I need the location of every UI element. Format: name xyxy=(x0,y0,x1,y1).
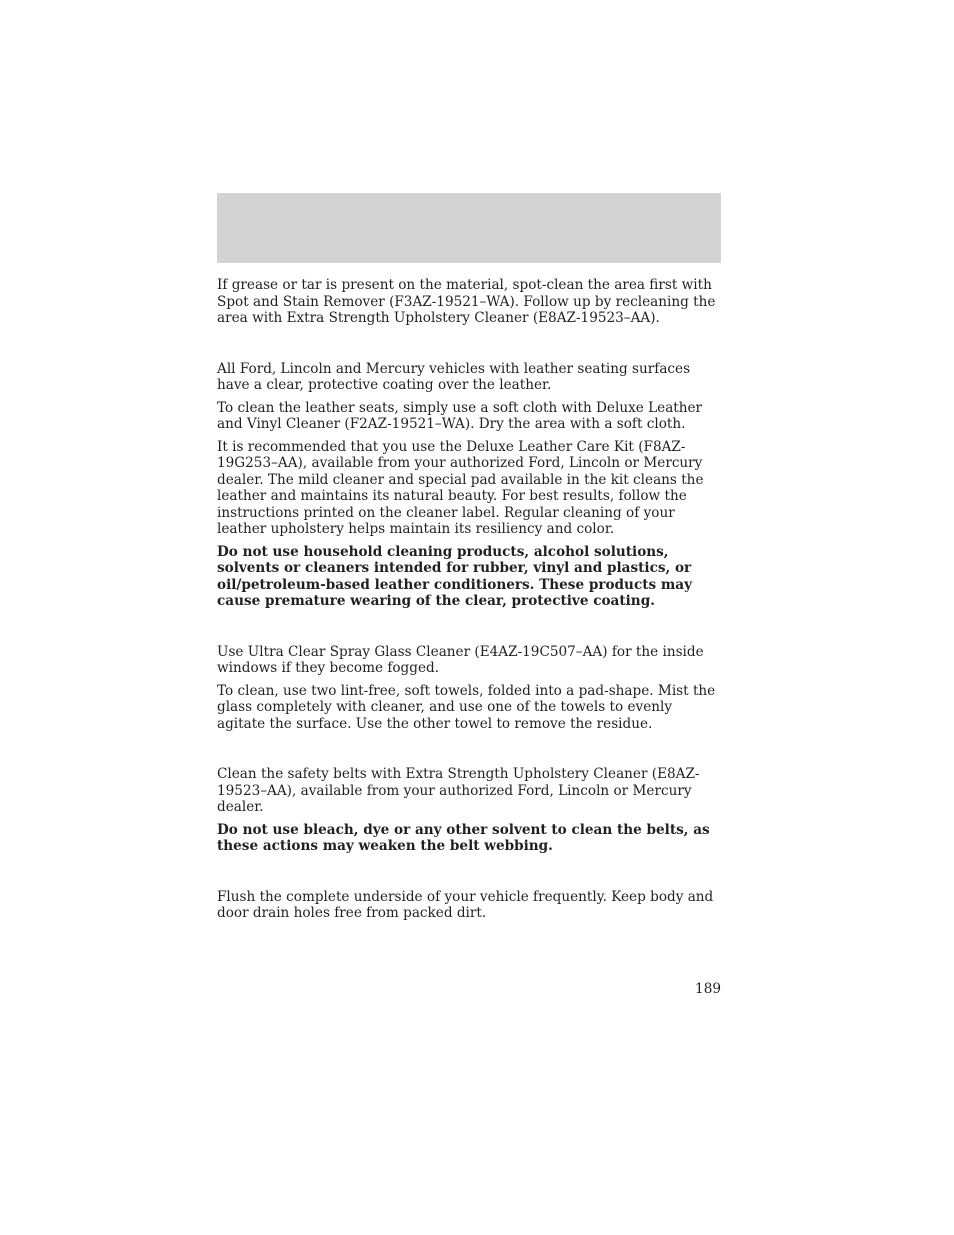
page-number: 189 xyxy=(695,981,721,997)
underbody-paragraph: Flush the complete underside of your vehicle frequently. Keep body and door drain holes free from packed dirt. xyxy=(217,888,714,921)
header-band xyxy=(217,193,721,263)
leather-warning-paragraph: Do not use household cleaning products, alcohol solutions, solvents or cleaners intended for rubber, vinyl and plastics, or oil/petroleum-based leather conditioners. These products may cause premature wearing of the clear, protective coating. xyxy=(217,543,692,609)
glass-towel-paragraph: To clean, use two lint-free, soft towels, folded into a pad-shape. Mist the glass completely with cleaner, and use one of the towels to evenly agitate the surface. Use the other towel to remove the residue. xyxy=(217,682,716,732)
belt-warning-paragraph: Do not use bleach, dye or any other solvent to clean the belts, as these actions may weaken the belt webbing. xyxy=(217,821,710,854)
leather-kit-paragraph: It is recommended that you use the Deluxe Leather Care Kit (F8AZ-19G253–AA), available from your authorized Ford, Lincoln or Mercury dealer. The mild cleaner and special pad available in the kit cleans the leather and maintains its natural beauty. For best results, follow the instructions printed on the cleaner label. Regular cleaning of your leather upholstery helps maintain its resiliency and color. xyxy=(217,438,704,537)
safety-belt-paragraph: Clean the safety belts with Extra Strength Upholstery Cleaner (E8AZ-19523–AA), available from your authorized Ford, Lincoln or Mercury dealer. xyxy=(217,766,700,815)
leather-coating-paragraph: All Ford, Lincoln and Mercury vehicles with leather seating surfaces have a clear, protective coating over the leather. xyxy=(217,360,691,393)
glass-cleaner-paragraph: Use Ultra Clear Spray Glass Cleaner (E4AZ-19C507–AA) for the inside windows if they become fogged. xyxy=(217,643,704,676)
grease-tar-paragraph: If grease or tar is present on the material, spot-clean the area first with Spot and Stain Remover (F3AZ-19521–WA). Follow up by recleaning the area with Extra Strength Upholstery Cleaner (E8AZ-19523–AA). xyxy=(217,277,716,326)
page-content xyxy=(217,277,723,922)
leather-clean-paragraph: To clean the leather seats, simply use a soft cloth with Deluxe Leather and Vinyl Cleaner (F2AZ-19521–WA). Dry the area with a soft cloth. xyxy=(217,399,703,432)
